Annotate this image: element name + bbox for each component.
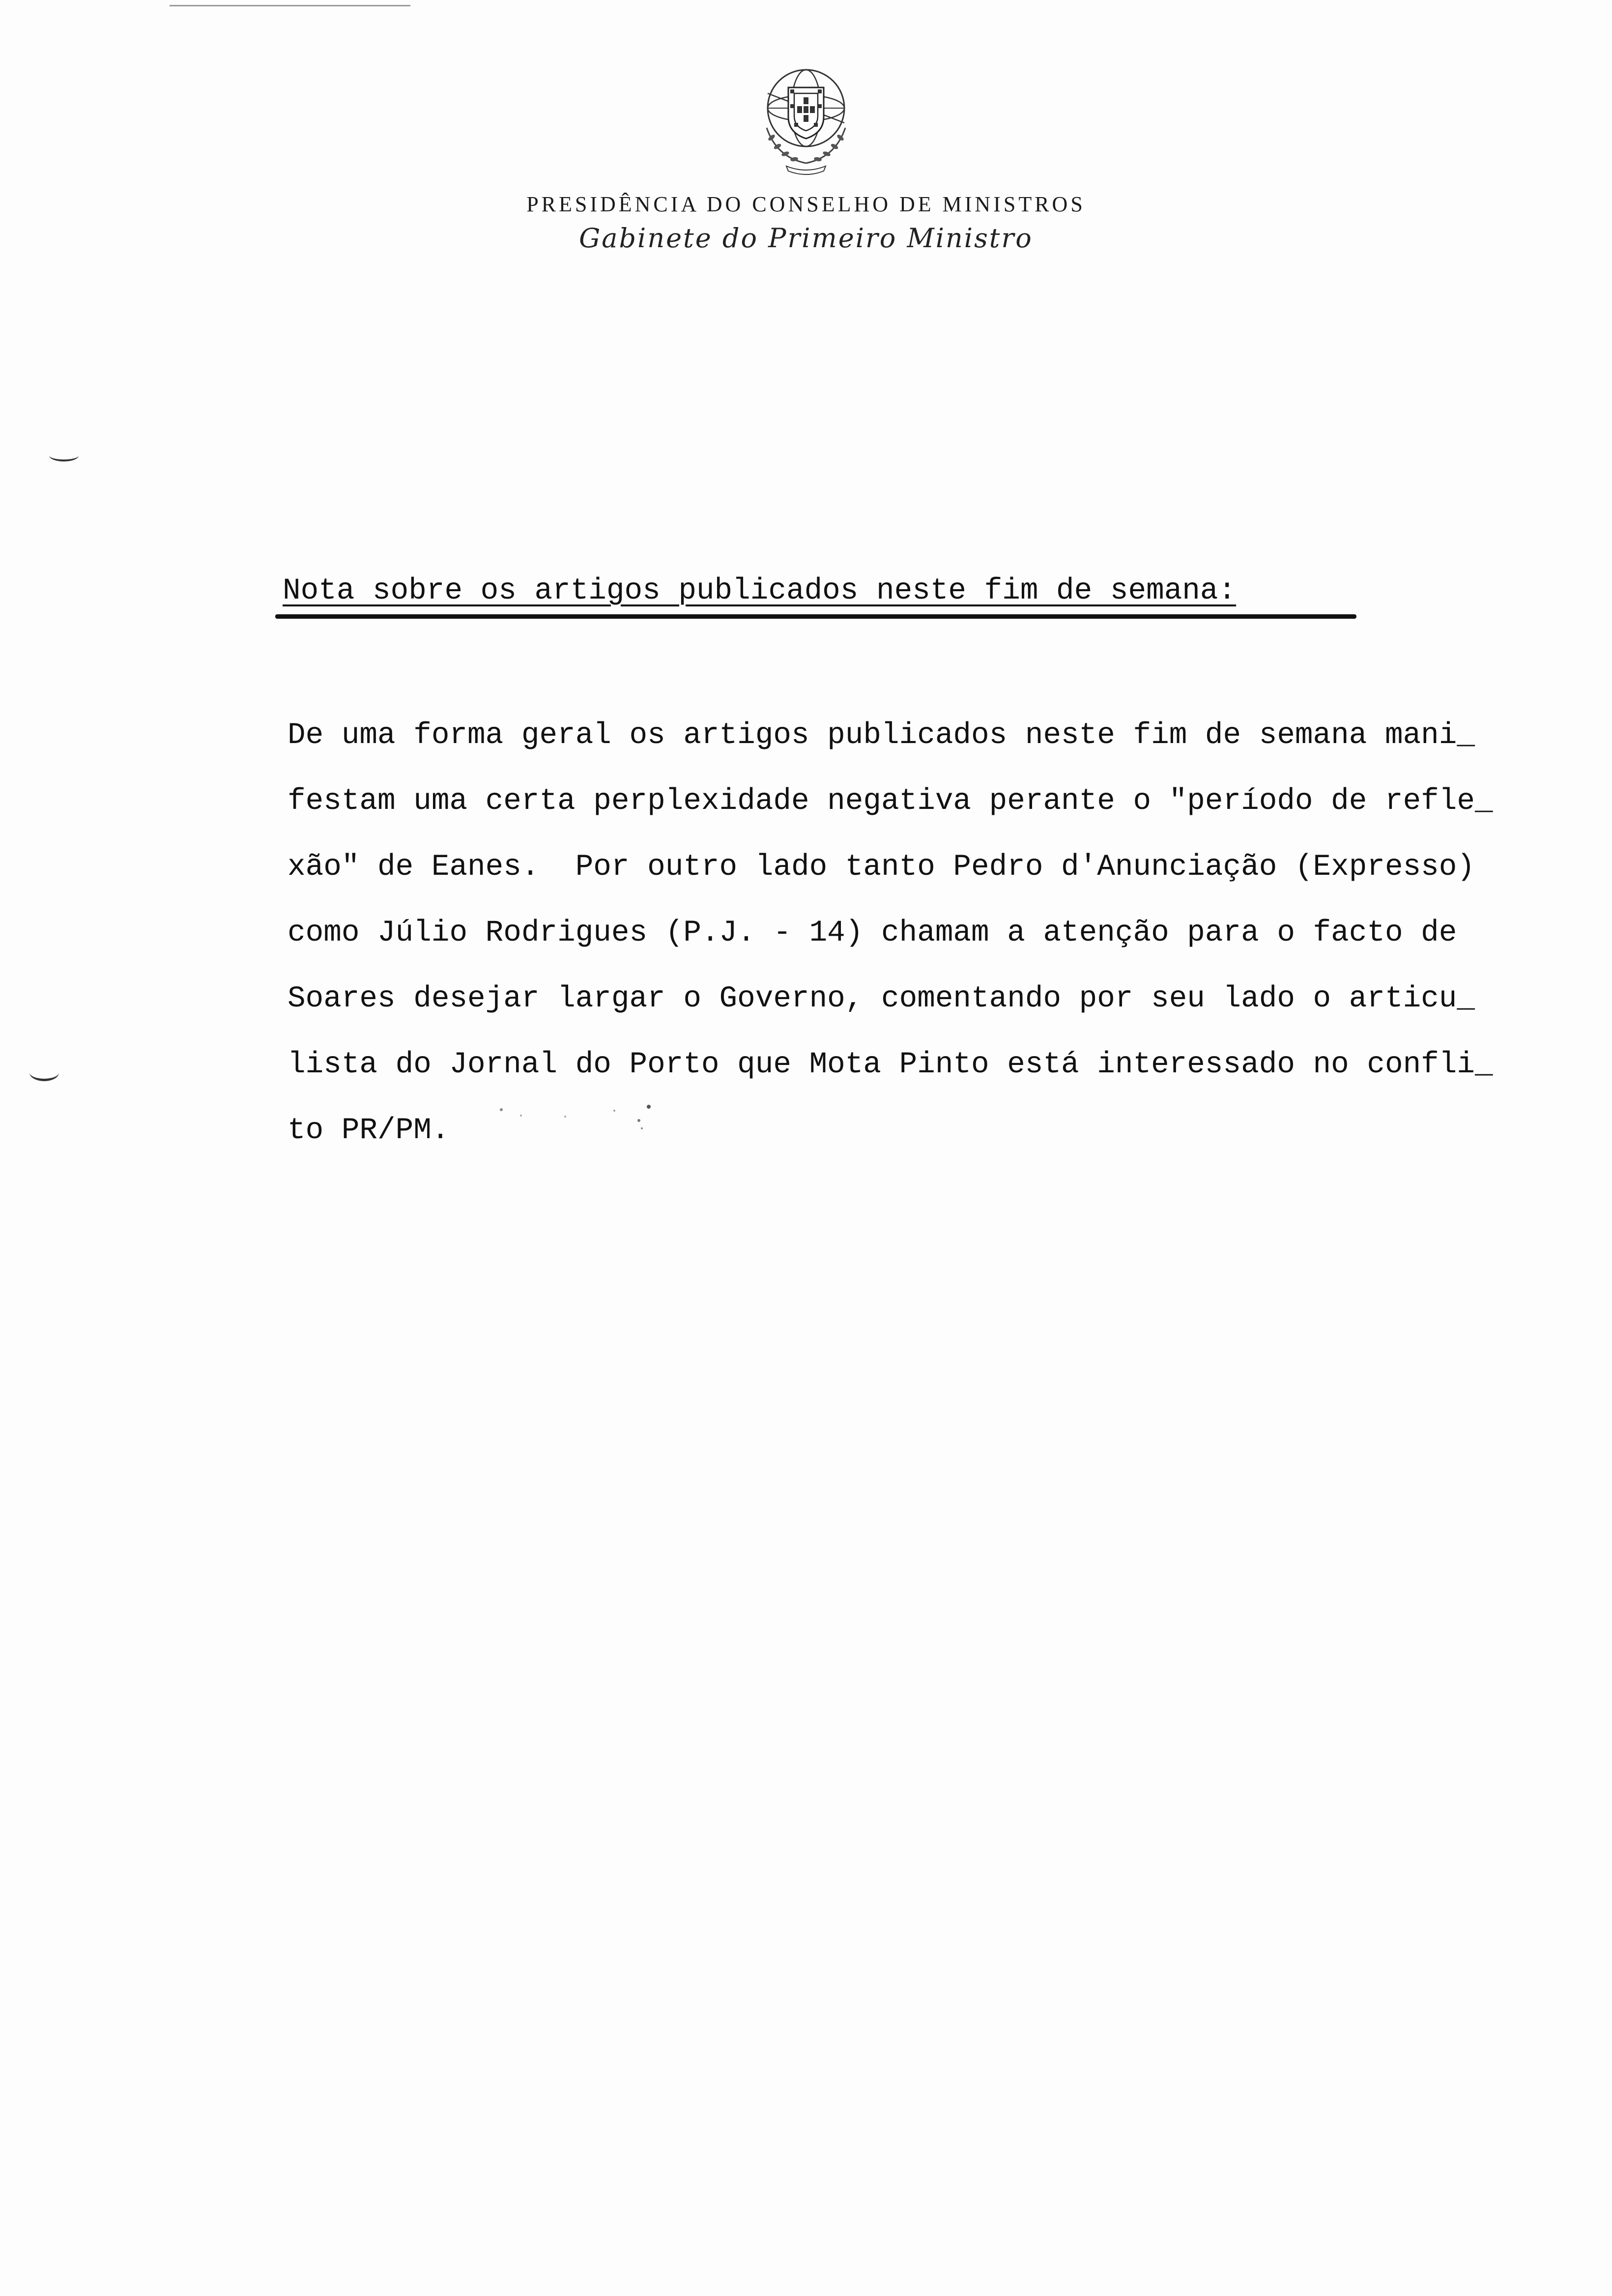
body-line-2: festam uma certa perplexidade negativa perante o "período de refle_ <box>288 784 1493 818</box>
scan-specks <box>491 1101 668 1135</box>
office-name: Gabinete do Primeiro Ministro <box>579 223 1033 254</box>
body-line-5: Soares desejar largar o Governo, comentando por seu lado o articu_ <box>288 982 1475 1016</box>
coat-of-arms-icon <box>747 59 865 177</box>
body-line-1: De uma forma geral os artigos publicados neste fim de semana mani_ <box>288 718 1475 752</box>
heading-underline <box>275 614 1356 619</box>
letterhead <box>0 59 1612 254</box>
body-line-4: como Júlio Rodrigues (P.J. - 14) chamam a atenção para o facto de <box>288 916 1457 950</box>
organization-name: PRESIDÊNCIA DO CONSELHO DE MINISTROS <box>526 192 1086 216</box>
body-line-6: lista do Jornal do Porto que Mota Pinto está interessado no confli_ <box>288 1048 1493 1082</box>
margin-mark <box>49 450 79 461</box>
note-body <box>288 703 1590 1164</box>
body-line-3: xão" de Eanes. Por outro lado tanto Pedro d'Anunciação (Expresso) <box>288 850 1475 884</box>
note-heading <box>283 574 1354 608</box>
body-line-7: to PR/PM. <box>288 1114 450 1148</box>
note-heading-text: Nota sobre os artigos publicados neste fim de semana: <box>283 574 1237 608</box>
scan-artifact-line <box>170 5 410 6</box>
margin-mark <box>29 1064 59 1081</box>
